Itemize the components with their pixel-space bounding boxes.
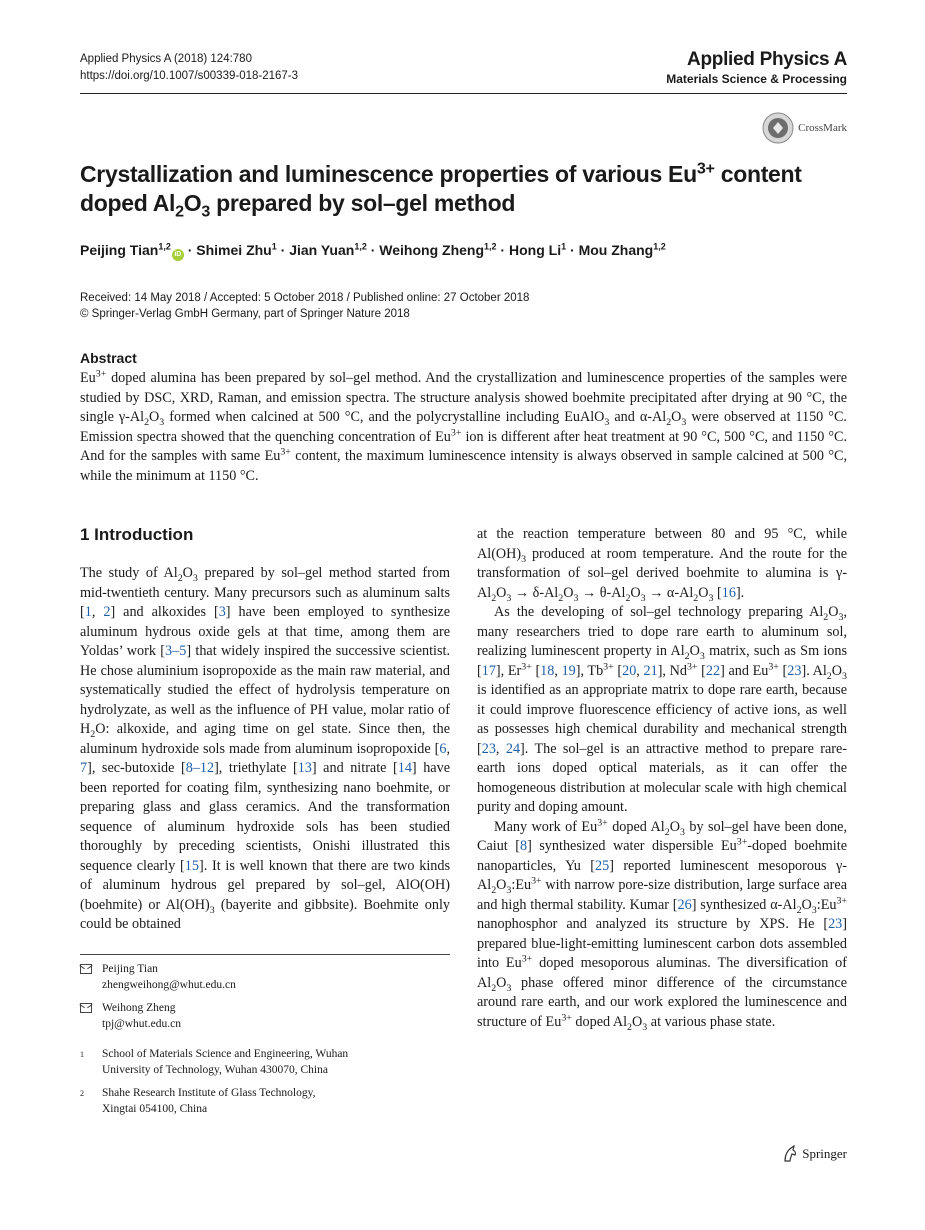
citation-link[interactable]: 21	[643, 662, 658, 679]
article-title: Crystallization and luminescence properties of various $Eu^{3+}$ content doped $Al_2O_3$ prepared by sol–gel method	[80, 159, 802, 221]
citation-link[interactable]: 3–5	[165, 643, 187, 659]
citation-link[interactable]: 19	[561, 662, 576, 679]
footnote-divider	[80, 954, 450, 955]
journal-subtitle: Materials Science & Processing	[666, 72, 847, 86]
citation-link[interactable]: 7	[80, 760, 88, 776]
author[interactable]: Mou Zhang$^{1,2}$	[578, 241, 666, 258]
crossmark-badge[interactable]	[762, 112, 847, 144]
citation-link[interactable]: 25	[595, 857, 610, 874]
springer-horse-icon	[782, 1145, 798, 1163]
author-list: Peijing Tian$^{1,2}$iD · Shimei Zhu$^1$ · Jian Yuan$^{1,2}$ · Weihong Zheng$^{1,2}$ · Hong $Li^1$ · Mou Zhang$^{1,2}$	[80, 242, 850, 261]
contact-email[interactable]: zhengweihong@whut.edu.cn	[102, 978, 236, 991]
author[interactable]: Hong Li$^1$	[508, 241, 567, 258]
contact-name: Peijing Tian	[102, 963, 158, 975]
citation-link[interactable]: 20	[622, 662, 637, 679]
crossmark-icon	[762, 112, 794, 144]
affiliation-number: 2	[80, 1089, 84, 1098]
citation: Applied Physics A (2018) 124:780	[80, 53, 252, 65]
citation-link[interactable]: 8	[519, 838, 528, 854]
correspondence-2	[80, 1001, 181, 1032]
citation-link[interactable]: 23	[787, 662, 802, 679]
citation-link[interactable]: 26	[677, 896, 692, 913]
left-column	[80, 525, 450, 935]
citation-link[interactable]: 23	[828, 916, 843, 932]
body-paragraph: As the developing of sol–gel technology preparing $Al_2O_3$, many researchers tried to dope rare earth to aluminum sol, realizing luminescent property in $Al_2O_3$ matrix, such as Sm ions [17], $Er^{3+}$ [18, 19], $Tb^{3+}$ [20, 21], $Nd^{3+}$ [22] and $Eu^{3+}$ [23]. $Al_2O_3$ is identified as an appropriate matrix to dope rare earth, because it could improve fluorescence efficiency of active ions, as well as possesses high chemical durability and mechanical strength [23, 24]. The sol–gel is an attractive method to prepare rare-earth ions doped optical materials, as it can offer the homogeneous distribution at molecular scale with high chemical purity and doping amount.	[477, 604, 848, 815]
publisher-name: Springer	[802, 1146, 847, 1161]
correspondence-1	[80, 962, 236, 993]
affiliation-1: 1 School of Materials Science and Engineering, Wuhan University of Technology, Wuhan 430070, China	[80, 1048, 349, 1076]
citation-link[interactable]: 13	[297, 760, 312, 776]
author[interactable]: Weihong Zheng$^{1,2}$	[379, 241, 497, 258]
section-heading: 1 Introduction	[80, 525, 194, 544]
citation-link[interactable]: 2	[103, 604, 111, 620]
abstract-text: $Eu^{3+}$ doped alumina has been prepared by sol–gel method. And the crystallization and luminescence properties of the samples were studied by DSC, XRD, Raman, and emission spectra. The structure analysis showed boehmite precipitated after drying at 90 °C, the single $\gamma-Al_2O_3$ formed when calcined at 500 °C, and the polycrystalline including EuAlO$_3$ and $\alpha-Al_2O_3$ were observed at 1150 °C. Emission spectra showed that the quenching concentration of $Eu^{3+}$ ion is different after heat treatment at 90 °C, 500 °C, and 1150 °C. And for the samples with same $Eu^{3+}$ content, the maximum luminescence intensity is always observed in sample calcined at 500 °C, while the minimum at 1150 °C.	[80, 368, 848, 484]
header-divider	[80, 93, 847, 94]
contact-name: Weihong Zheng	[102, 1002, 176, 1014]
envelope-icon	[80, 1003, 92, 1013]
citation-link[interactable]: 1	[84, 604, 92, 620]
abstract-heading: Abstract	[80, 350, 137, 366]
citation-link[interactable]: 17	[481, 662, 496, 679]
citation-link[interactable]: 22	[705, 662, 721, 679]
citation-link[interactable]: 24	[505, 740, 521, 757]
citation-link[interactable]: 15	[184, 857, 199, 874]
publisher-logo	[782, 1145, 847, 1163]
affiliation-number: 1	[80, 1050, 84, 1059]
copyright-line: © Springer-Verlag GmbH Germany, part of Springer Nature 2018	[80, 308, 410, 320]
journal-name: Applied Physics A	[687, 49, 847, 70]
affiliation-2: 2 Shahe Research Institute of Glass Technology, Xingtai 054100, China	[80, 1087, 316, 1115]
dates-line: Received: 14 May 2018 / Accepted: 5 October 2018 / Published online: 27 October 2018	[80, 292, 530, 304]
citation-link[interactable]: 18	[540, 662, 555, 679]
contact-email[interactable]: tpj@whut.edu.cn	[102, 1017, 181, 1030]
citation-link[interactable]: 6	[439, 740, 447, 757]
body-paragraph: Many work of $Eu^{3+}$ doped $Al_2O_3$ by sol–gel have been done, Caiut [8] synthesized water dispersible $Eu^{3+}$-doped boehmite nanoparticles, Yu [25] reported luminescent mesoporous $\gamma-Al_2O_3:Eu^{3+}$ with narrow pore-size distribution, large surface area and high thermal stability. Kumar [26] synthesized $\alpha-Al_2O_3:Eu^{3+}$ nanophosphor and analyzed its structure by XPS. He [23] prepared blue-light-emitting luminescent carbon dots assembled into $Eu^{3+}$ doped mesoporous aluminas. The diversification of $Al_2O_3$ phase offered minor difference of the circumstance around rare earth, and our work explored the luminescence and structure of $Eu^{3+}$ doped $Al_2O_3$ at various phase state.	[477, 816, 848, 1033]
journal-brand	[666, 49, 847, 88]
body-paragraph: The study of $Al_2O_3$ prepared by sol–gel method started from mid-twentieth century. Many precursors such as aluminum salts [1, 2] and alkoxides [3] have been employed to synthesize aluminum hydrous oxide gels at that time, among them are Yoldas’ work [3–5] that widely inspired the successive scientist. He chose aluminium isopropoxide as the main raw material, and systematically studied the effect of hydrolysis temperature on hydrolyzate, as well as the influence of PH value, molar ratio of $H_2O$: alkoxide, and aging time on gel state. Since then, the aluminum hydroxide sols made from aluminum isopropoxide [6, 7], sec-butoxide [8–12], triethylate [13] and nitrate [14] have been reported for coating film, synthesizing nano boehmite, or preparing glass and glass ceramics. And the transformation sequence of aluminum hydroxide sols has been studied thoroughly by preceding scientists, Onishi illustrated this sequence clearly [15]. It is well known that there are two kinds of aluminum hydrous gel prepared by sol–gel, AlO(OH) (boehmite) or $Al(OH)_3$ (bayerite and gibbsite). Boehmite only could be obtained	[80, 565, 451, 932]
author[interactable]: Shimei Zhu$^1$	[196, 241, 277, 258]
citation-link[interactable]: 3	[218, 604, 226, 620]
right-column	[477, 525, 847, 1032]
envelope-icon	[80, 964, 92, 974]
body-paragraph: at the reaction temperature between 80 and 95 °C, while $Al(OH)_3$ produced at room temperature. And the route for the transformation of sol–gel derived boehmite to alumina is $\gamma-Al_2O_3 \to \delta-Al_2O_3 \to \theta-Al_2O_3 \to \alpha-Al_2O_3$ [16].	[477, 526, 847, 604]
citation-link[interactable]: 23	[481, 740, 496, 757]
doi-link[interactable]: https://doi.org/10.1007/s00339-018-2167-3	[80, 70, 299, 82]
running-header	[80, 51, 298, 85]
citation-link[interactable]: 8–12	[185, 760, 215, 776]
orcid-icon[interactable]: iD	[172, 249, 184, 261]
author[interactable]: Peijing Tian$^{1,2}$	[80, 241, 171, 258]
author[interactable]: Jian Yuan$^{1,2}$	[289, 241, 367, 258]
citation-link[interactable]: 16	[721, 584, 736, 601]
citation-link[interactable]: 14	[397, 760, 412, 776]
crossmark-label: CrossMark	[798, 122, 847, 134]
publication-dates	[80, 290, 529, 322]
